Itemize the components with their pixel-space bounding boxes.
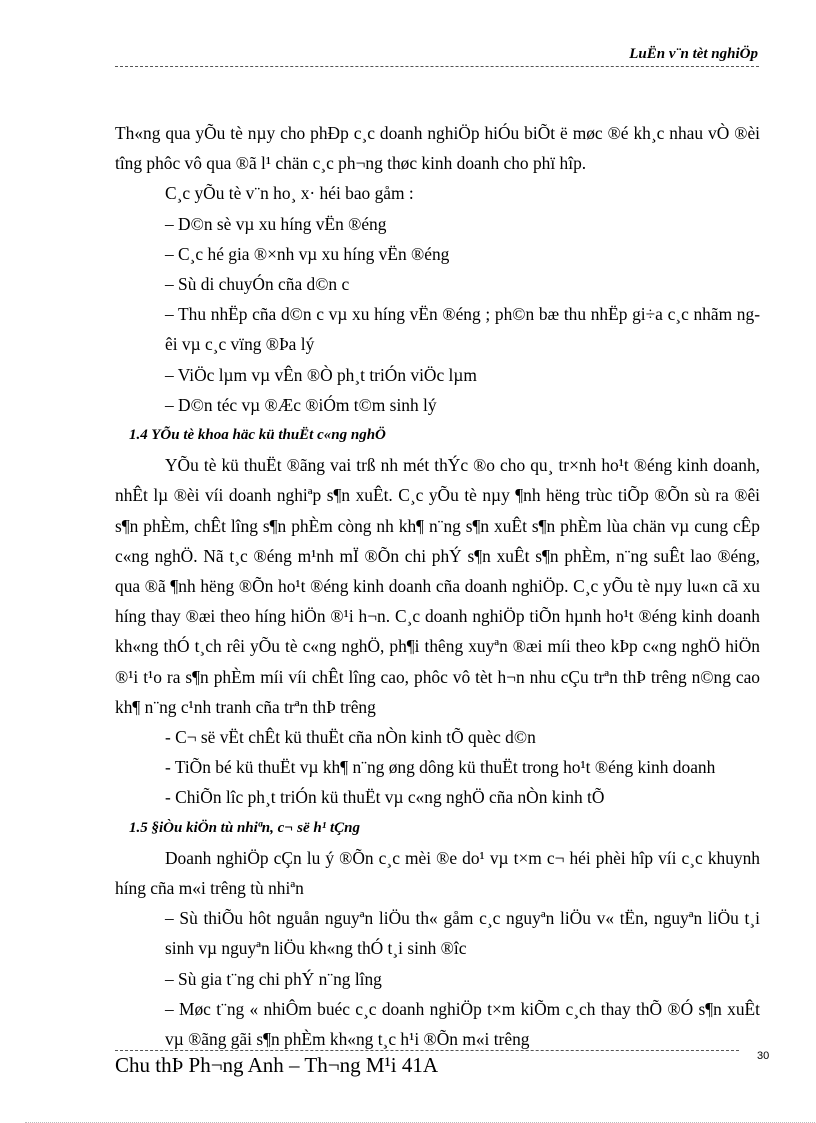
list-item-employment: – ViÖc lµm vµ vÊn ®Ò ph¸t triÓn viÖc lµm: [165, 364, 477, 385]
paragraph-natural-conditions: Doanh nghiÖp cÇn lu ý ®Õn c¸c mèi ®e do¹ vµ t×m c¬ héi phèi hîp víi c¸c khuynh híng cña m«i trêng tù nhiªn: [115, 847, 760, 899]
list-item-ethnicity: – D©n téc vµ ®Æc ®iÓm t©m sinh lý: [165, 394, 437, 415]
list-item-households: – C¸c hé gia ®×nh vµ xu híng vËn ®éng: [165, 243, 450, 264]
list-item-energy-cost: – Sù gia t¨ng chi phÝ n¨ng lîng: [165, 968, 382, 989]
paragraph-technology: YÕu tè kü thuËt ®ãng vai trß nh mét thÝc ®o cho qu¸ tr×nh ho¹t ®éng kinh doanh, nhÊt lµ ®èi víi doanh nghiªp s¶n xuÊt. C¸c yÕu tè nµy ¶nh hëng trùc tiÕp ®Õn sù ra ®êi s¶n phÈm, chÊt lîng s¶n phÈm còng nh kh¶ n¨ng s¶n xuÊt s¶n phÈm lùa chän vµ cung cÊp c«ng nghÖ. Nã t¸c ®éng m¹nh mÏ ®Õn chi phÝ s¶n xuÊt s¶n phÈm, n¨ng suÊt lao ®éng, qua ®ã ¶nh hëng ®Õn ho¹t ®éng kinh doanh cña doanh nghiÖp. C¸c yÕu tè nµy lu«n cã xu híng thay ®æi theo híng hiÖn ®¹i h¬n. C¸c doanh nghiÖp tiÕn hµnh ho¹t ®éng kinh doanh kh«ng thÓ t¸ch rêi yÕu tè c«ng nghÖ, ph¶i thêng xuyªn ®æi míi theo kÞp c«ng nghÖ hiÖn ®¹i t¹o ra s¶n phÈm míi víi chÊt lîng cao, phôc vô tèt h¬n nhu cÇu trªn thÞ trêng n©ng cao kh¶ n¨ng c¹nh tranh cña trªn thÞ trêng: [115, 455, 760, 717]
list-item-tech-strategy: - ChiÕn lîc ph¸t triÓn kü thuËt vµ c«ng nghÖ cña nÒn kinh tÕ: [165, 787, 605, 808]
header-divider: [115, 66, 759, 67]
paragraph-culture-factors: C¸c yÕu tè v¨n ho¸ x· héi bao gåm :: [165, 183, 414, 204]
section-heading-1-4: 1.4 YÕu tè khoa häc kü thuËt c«ng nghÖ: [129, 427, 386, 444]
list-item-income: – Thu nhËp cña d©n c vµ xu híng vËn ®éng ; ph©n bæ thu nhËp gi÷a c¸c nhãm ngêi vµ c¸c vïng ®Þa lý: [165, 304, 760, 355]
list-item-raw-materials: – Sù thiÕu hôt nguån nguyªn liÖu th« gåm c¸c nguyªn liÖu v« tËn, nguyªn liÖu t¸i sinh vµ nguyªn liÖu kh«ng thÓ t¸i sinh ®îc: [165, 908, 760, 959]
list-item-migration: – Sù di chuyÓn cña d©n c: [165, 274, 350, 295]
section-heading-1-5: 1.5 §iÒu kiÖn tù nhiªn, c¬ së h¹ tÇng: [129, 819, 360, 836]
page-header-title: LuËn v¨n tèt nghiÖp: [629, 46, 758, 62]
list-item-population: – D©n sè vµ xu híng vËn ®éng: [165, 213, 387, 234]
document-body: [115, 118, 760, 1054]
footer-author: Chu thÞ Ph¬ng Anh – Th¬ng M¹i 41A: [115, 1053, 439, 1077]
list-item-pollution: – Møc t¨ng « nhiÔm buéc c¸c doanh nghiÖp t×m kiÕm c¸ch thay thÕ ®Ó s¶n xuÊt vµ ®ãng gãi s¶n phÈm kh«ng t¸c h¹i ®Õn m«i trêng: [165, 998, 760, 1050]
list-item-infrastructure: - C¬ së vËt chÊt kü thuËt cña nÒn kinh tÕ quèc d©n: [165, 727, 536, 748]
page-number: 30: [757, 1050, 770, 1062]
paragraph-intro: Th«ng qua yÕu tè nµy cho phÐp c¸c doanh nghiÖp hiÓu biÕt ë møc ®é kh¸c nhau vÒ ®èi tîng phôc vô qua ®ã l¹ chän c¸c ph¬ng thøc kinh doanh cho phï hîp.: [115, 123, 760, 174]
footer-divider: [115, 1050, 739, 1051]
list-item-tech-progress: - TiÕn bé kü thuËt vµ kh¶ n¨ng øng dông kü thuËt trong ho¹t ®éng kinh doanh: [165, 757, 716, 778]
